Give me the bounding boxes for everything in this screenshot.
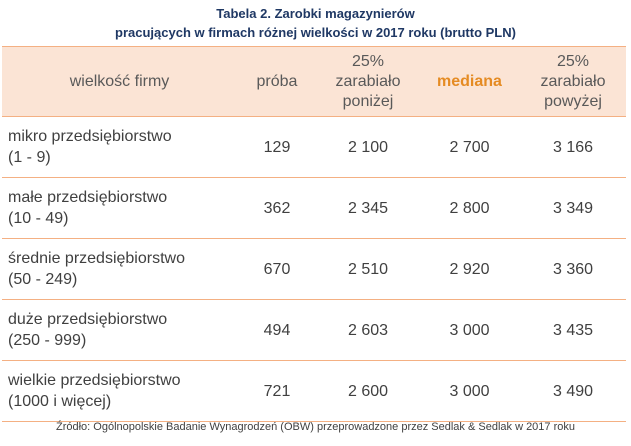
header-p75-line: 25% [556,52,590,70]
table-title [0,4,631,42]
table-row [2,178,626,239]
header-p75-above [520,47,626,117]
cell-median: 3 000 [449,321,490,339]
cell-company-size [2,300,237,361]
cell-p75: 3 166 [552,138,594,156]
cell-company-size [2,239,237,300]
company-size-label: mikro przedsiębiorstwo [8,128,172,145]
cell-p25: 2 510 [347,260,389,278]
company-size-label: wielkie przedsiębiorstwo [8,372,181,389]
header-p75-line: zarabiało [540,72,606,90]
header-sample: próba [237,47,317,117]
header-p25-below [317,47,419,117]
header-p75-line: powyżej [544,92,602,110]
cell-p75: 3 435 [552,321,594,339]
table-title-line-1: Tabela 2. Zarobki magazynierów [216,6,415,21]
cell-median: 3 000 [449,382,490,400]
company-size-range: (1 - 9) [8,149,51,166]
cell-company-size [2,178,237,239]
table-body [2,117,626,422]
cell-p25: 2 345 [347,199,389,217]
cell-median: 2 920 [449,260,490,278]
cell-company-size [2,361,237,422]
cell-sample: 494 [263,321,291,339]
table-row [2,117,626,178]
cell-sample: 362 [263,199,291,217]
company-size-label: małe przedsiębiorstwo [8,189,168,206]
table-title-line-2: pracujących w firmach różnej wielkości w 2017 roku (brutto PLN) [115,25,516,40]
cell-p25: 2 600 [347,382,389,400]
company-size-range: (250 - 999) [8,332,87,349]
cell-p75: 3 490 [552,382,594,400]
header-p25-line: poniżej [342,92,394,110]
header-p25-line: zarabiało [335,72,401,90]
cell-sample: 721 [263,382,291,400]
cell-sample: 129 [263,138,291,156]
header-row [2,47,626,117]
header-median: mediana [419,47,520,117]
salary-table-container [2,46,626,422]
cell-p25: 2 603 [347,321,389,339]
company-size-range: (1000 i więcej) [8,393,112,410]
table-row [2,239,626,300]
header-p25-line: 25% [351,52,385,70]
cell-p75: 3 360 [552,260,594,278]
table-row [2,361,626,422]
cell-p75: 3 349 [552,199,594,217]
company-size-label: duże przedsiębiorstwo [8,311,168,328]
header-company-size: wielkość firmy [2,47,237,117]
company-size-range: (50 - 249) [8,271,78,288]
source-note: Źródło: Ogólnopolskie Badanie Wynagrodzeń (OBW) przeprowadzone przez Sedlak & Sedlak w 2017 roku [55,421,575,433]
company-size-label: średnie przedsiębiorstwo [8,250,185,267]
table-row [2,300,626,361]
cell-median: 2 800 [449,199,490,217]
cell-median: 2 700 [449,138,490,156]
salary-table [2,46,626,422]
company-size-range: (10 - 49) [8,210,69,227]
cell-sample: 670 [263,260,291,278]
cell-company-size [2,117,237,178]
table-header [2,47,626,117]
cell-p25: 2 100 [347,138,389,156]
